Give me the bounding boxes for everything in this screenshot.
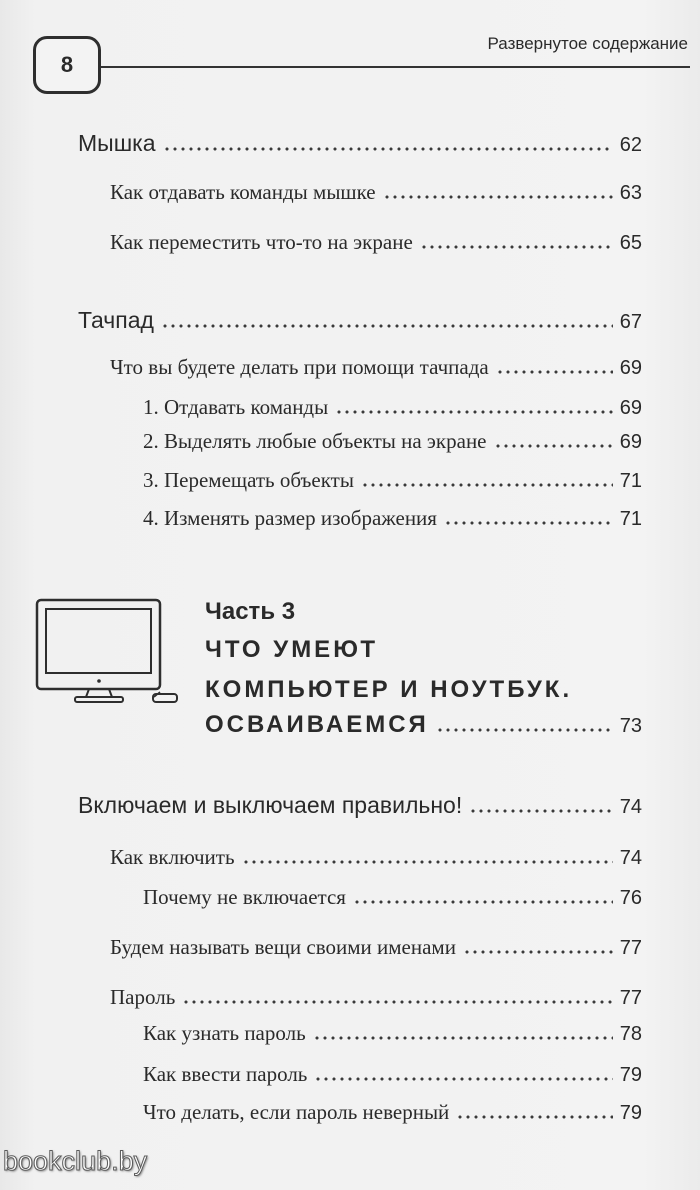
toc-entry-mouse — [78, 127, 642, 159]
toc-entry-title: Что делать, если пароль неверный — [143, 1100, 450, 1124]
toc-entry-page: 78 — [619, 1023, 642, 1045]
part-label: Часть 3 — [205, 598, 296, 625]
toc-entry-power-fail — [143, 881, 642, 913]
dot-leader — [498, 370, 613, 374]
toc-entry-page: 67 — [619, 311, 642, 333]
part-title-line: ОСВАИВАЕМСЯ — [205, 711, 429, 738]
toc-entry-title: Будем называть вещи своими именами — [110, 935, 456, 959]
toc-entry-title: Как ввести пароль — [143, 1062, 308, 1086]
dot-leader — [422, 245, 613, 249]
toc-entry-page: 74 — [619, 796, 642, 818]
toc-entry-page: 62 — [619, 134, 642, 156]
dot-leader — [458, 1115, 612, 1119]
toc-entry-title: Как узнать пароль — [143, 1021, 306, 1045]
dot-leader — [438, 728, 613, 732]
dot-leader — [355, 900, 613, 904]
toc-entry-password — [110, 981, 642, 1013]
toc-entry-page: 69 — [619, 431, 642, 453]
toc-entry-part-3 — [205, 709, 642, 741]
toc-entry-touchpad-item-4 — [143, 502, 642, 534]
toc-entry-touchpad-uses — [110, 351, 642, 383]
toc-entry-page: 73 — [619, 715, 642, 737]
dot-leader — [163, 324, 613, 328]
toc-entry-title: Включаем и выключаем правильно! — [78, 792, 463, 818]
toc-entry-title: Как включить — [110, 845, 235, 869]
toc-entry-title: 4. Изменять размер изображения — [143, 506, 437, 530]
toc-entry-title: 3. Перемещать объекты — [143, 468, 354, 492]
dot-leader — [471, 809, 613, 813]
watermark: bookclub.by — [3, 1146, 148, 1176]
toc-entry-power-on — [110, 841, 642, 873]
toc-entry-page: 77 — [619, 987, 642, 1009]
toc-entry-page: 71 — [619, 508, 642, 530]
dot-leader — [165, 147, 613, 151]
toc-entry-title: Что вы будете делать при помощи тачпада — [110, 355, 489, 379]
toc-entry-password-find — [143, 1017, 642, 1049]
toc-entry-title: Пароль — [110, 985, 176, 1009]
dot-leader — [385, 195, 613, 199]
part-title-line: КОМПЬЮТЕР И НОУТБУК. — [205, 676, 573, 703]
dot-leader — [496, 444, 613, 448]
toc-entry-title: Тачпад — [78, 307, 154, 333]
dot-leader — [465, 950, 613, 954]
monitor-icon — [35, 597, 183, 709]
toc-entry-password-enter — [143, 1058, 642, 1090]
toc-entry-page: 76 — [619, 887, 642, 909]
toc-entry-title: Почему не включается — [143, 885, 346, 909]
toc-entry-title: Как отдавать команды мышке — [110, 180, 376, 204]
toc-entry-touchpad — [78, 304, 642, 336]
toc-entry-page: 71 — [619, 470, 642, 492]
toc-entry-password-wrong — [143, 1096, 642, 1128]
page-number: 8 — [60, 52, 74, 77]
toc-entry-touchpad-item-1 — [143, 391, 642, 423]
toc-entry-page: 79 — [619, 1102, 642, 1124]
toc-entry-page: 63 — [619, 182, 642, 204]
toc-entry-mouse-commands — [110, 176, 642, 208]
toc-entry-touchpad-item-3 — [143, 464, 642, 496]
running-title: Развернутое содержание — [487, 34, 688, 53]
header-rule — [101, 66, 690, 68]
part-title-line: ЧТО УМЕЮТ — [205, 636, 379, 663]
dot-leader — [446, 521, 613, 525]
dot-leader — [363, 483, 613, 487]
dot-leader — [316, 1077, 612, 1081]
toc-entry-title: 1. Отдавать команды — [143, 395, 329, 419]
toc-entry-power — [78, 789, 642, 821]
toc-entry-mouse-move — [110, 226, 642, 258]
page-number-box — [33, 36, 101, 94]
toc-entry-page: 77 — [619, 937, 642, 959]
toc-entry-page: 79 — [619, 1064, 642, 1086]
toc-entry-page: 65 — [619, 232, 642, 254]
dot-leader — [315, 1036, 613, 1040]
toc-entry-naming — [110, 931, 642, 963]
dot-leader — [337, 410, 613, 414]
toc-entry-title: Как переместить что-то на экране — [110, 230, 413, 254]
toc-entry-page: 69 — [619, 357, 642, 379]
dot-leader — [244, 860, 613, 864]
toc-entry-title: Мышка — [78, 130, 156, 156]
toc-entry-touchpad-item-2 — [143, 425, 642, 457]
dot-leader — [184, 1000, 612, 1004]
toc-entry-page: 69 — [619, 397, 642, 419]
toc-entry-page: 74 — [619, 847, 642, 869]
toc-entry-title: 2. Выделять любые объекты на экране — [143, 429, 487, 453]
